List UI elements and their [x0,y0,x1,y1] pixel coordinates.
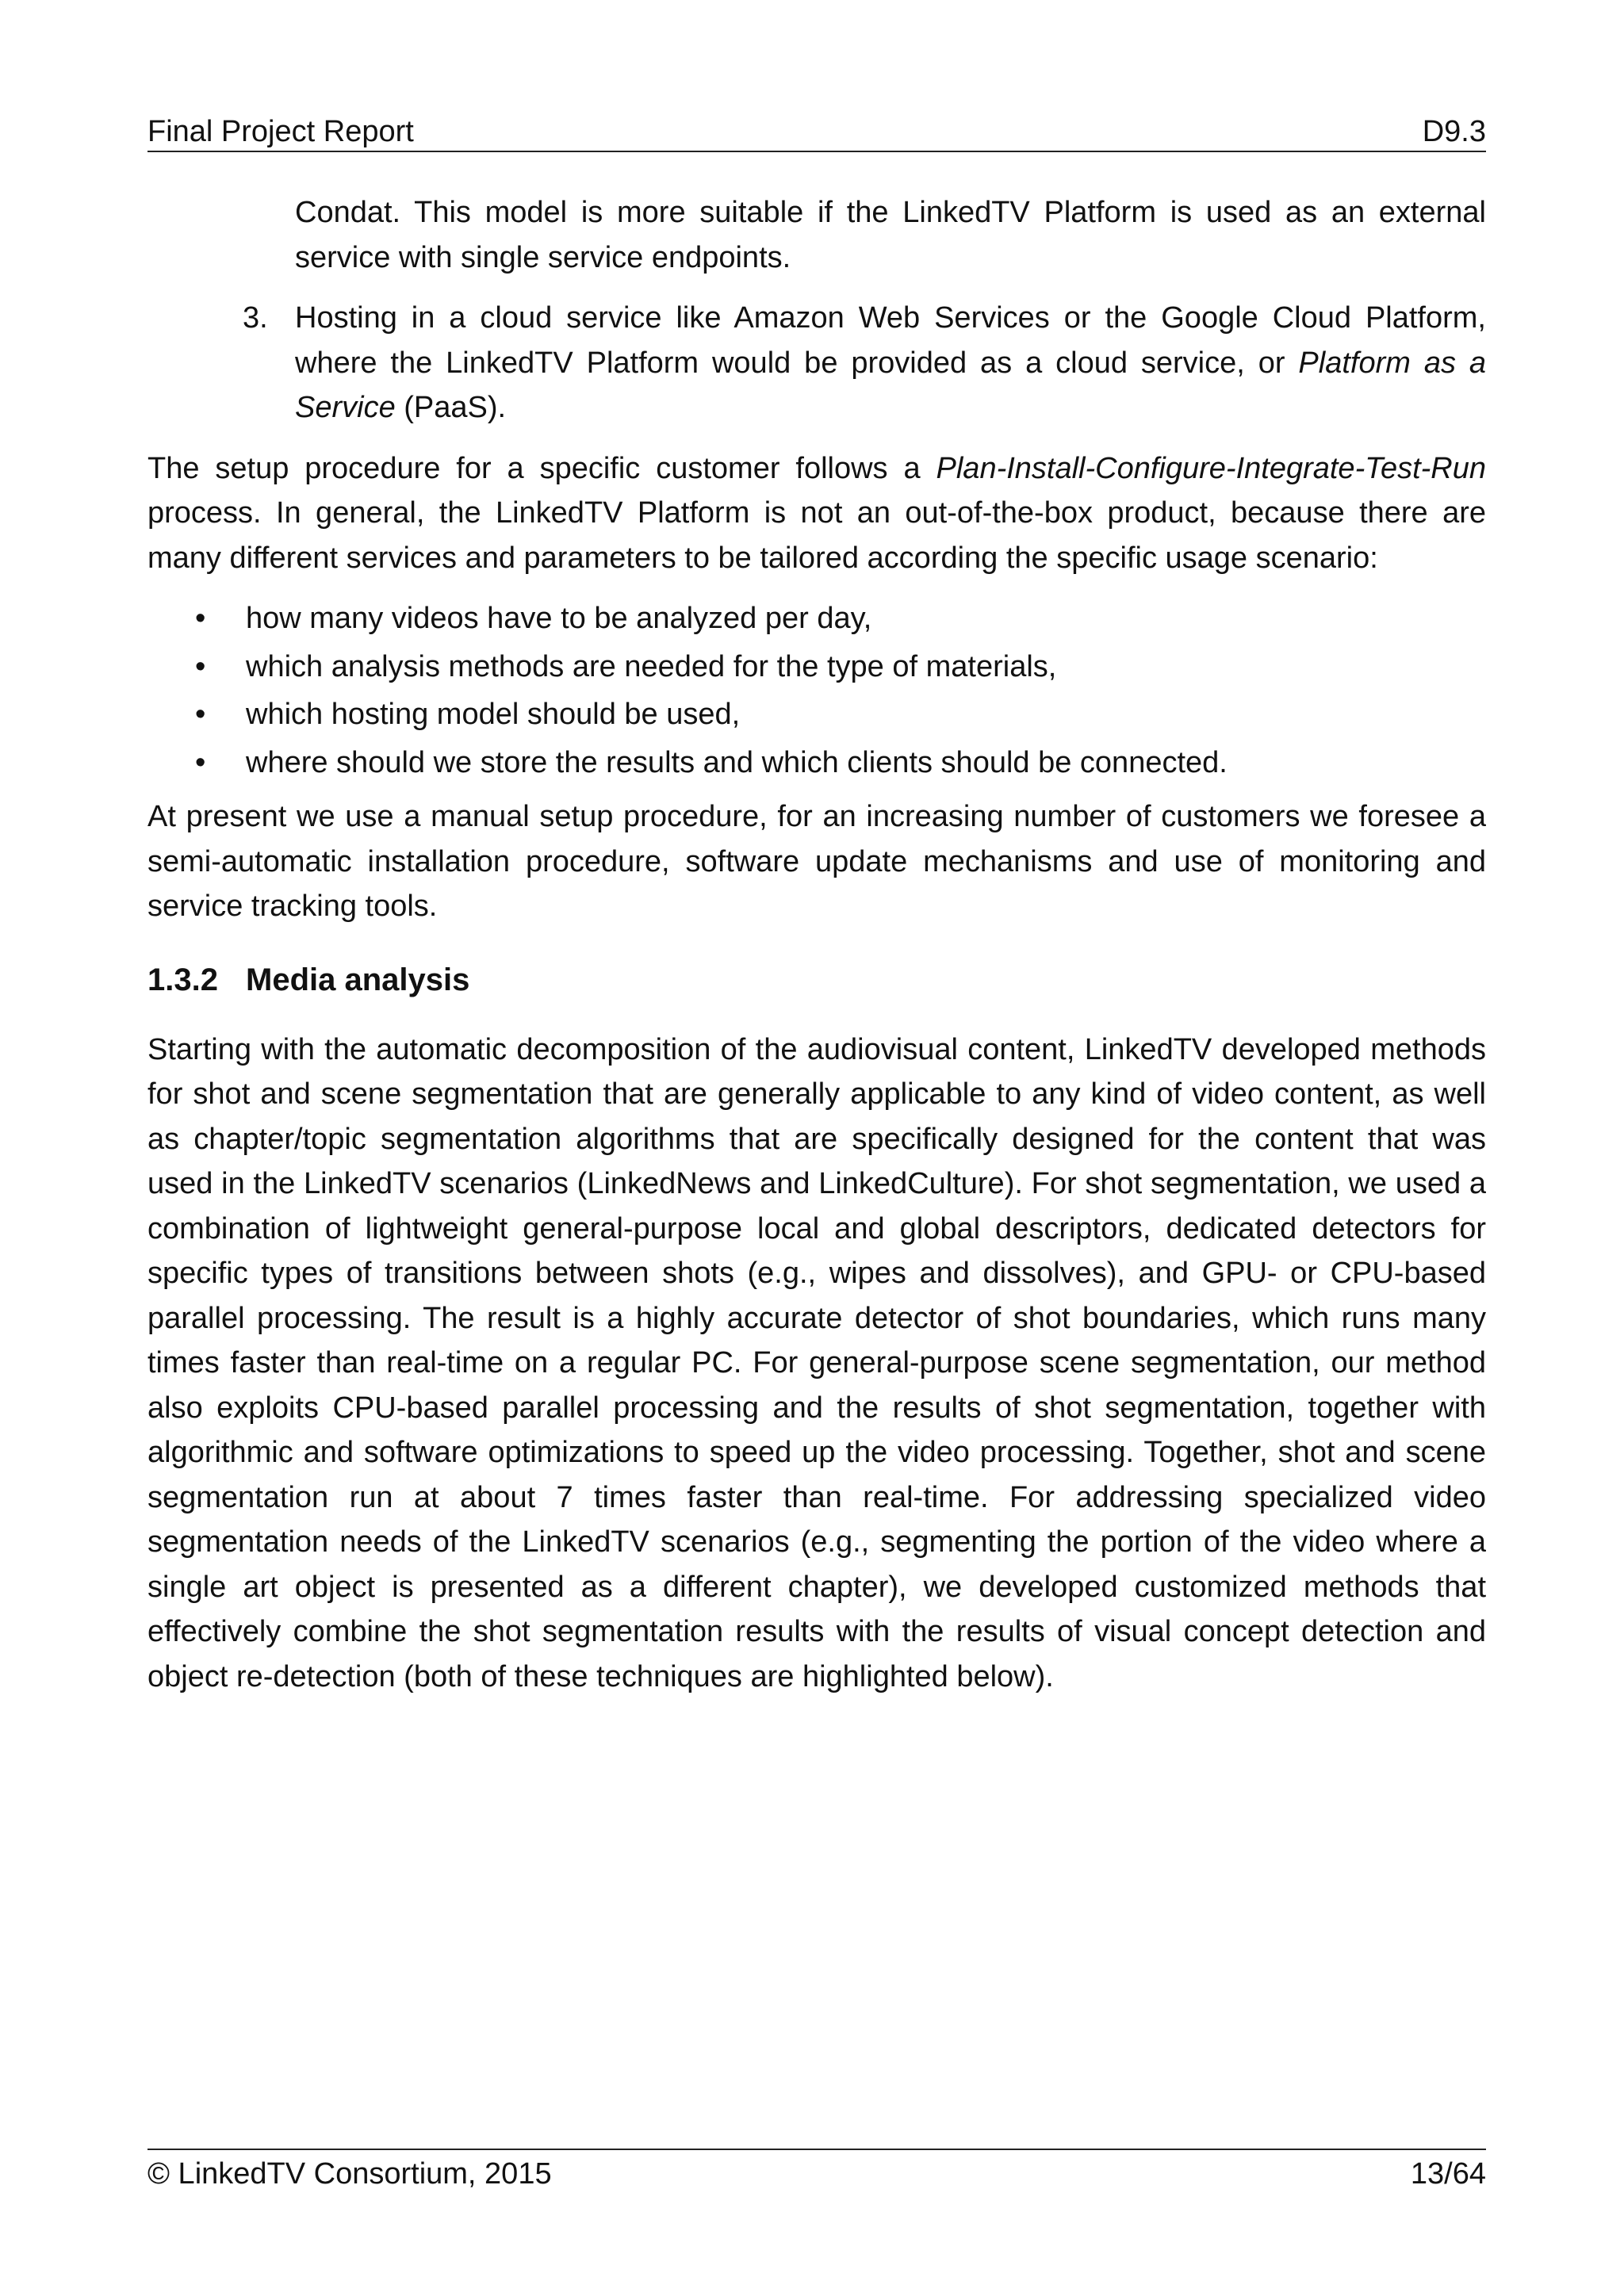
bullet-item [147,645,1486,690]
bullet-item [147,740,1486,786]
section-heading [147,959,1486,1001]
setup-text-end: process. In general, the LinkedTV Platform is not an out-of-the-box product, because there are many different services and parameters to be tailored according the specific usage scenario: [147,496,1486,575]
scenario-bullet-list [147,596,1486,785]
page-header [147,113,1486,152]
report-title: Final Project Report [147,115,414,148]
page-body [147,190,1486,1715]
bullet-text: which hosting model should be used, [246,698,741,731]
document-page [147,0,1486,2296]
present-paragraph: At present we use a manual setup procedure, for an increasing number of customers we foresee a semi-automatic installation procedure, software update mechanisms and use of monitoring and service tracking tools. [147,800,1486,923]
section-number: 1.3.2 [147,962,218,997]
copyright-notice: © LinkedTV Consortium, 2015 [147,2157,552,2191]
bullet-text: how many videos have to be analyzed per day, [246,602,872,635]
media-analysis-paragraph: Starting with the automatic decomposition of the audiovisual content, LinkedTV developed methods for shot and scene segmentation that are generally applicable to any kind of video content, as well as chapter/topic segmentation algorithms that are specifically designed for the content that was used in the LinkedTV scenarios (LinkedNews and LinkedCulture). For shot segmentation, we used a combination of lightweight general-purpose local and global descriptors, dedicated detectors for specific types of transitions between shots (e.g., wipes and dissolves), and GPU- or CPU-based parallel processing. The result is a highly accurate detector of shot boundaries, which runs many times faster than real-time on a regular PC. For general-purpose scene segmentation, our method also exploits CPU-based parallel processing and the results of shot segmentation, together with algorithmic and software optimizations to speed up the video processing. Together, shot and scene segmentation run at about 7 times faster than real-time. For addressing specialized video segmentation needs of the LinkedTV scenarios (e.g., segmenting the portion of the video where a single art object is presented as a different chapter), we developed customized methods that effectively combine the shot segmentation results with the results of visual concept detection and object re-detection (both of these techniques are highlighted below). [147,1032,1486,1693]
numbered-list-item-3 [147,296,1486,430]
list-item-emphasis: Platform as a Service [295,346,1486,424]
setup-paragraph [147,446,1486,581]
bullet-glyph: • [195,745,206,779]
bullet-text: which analysis methods are needed for the type of materials, [246,649,1057,683]
bullet-item [147,596,1486,641]
list-item-text-end: (PaaS). [395,391,507,424]
list-number: 3. [243,301,268,335]
bullet-text: where should we store the results and which clients should be connected. [246,745,1228,779]
bullet-glyph: • [195,698,206,731]
bullet-item [147,692,1486,737]
page-footer [147,2149,1486,2191]
deliverable-id: D9.3 [1422,115,1486,148]
bullet-glyph: • [195,602,206,635]
setup-text: The setup procedure for a specific customer follows a [147,451,936,485]
page-number: 13/64 [1410,2157,1486,2191]
list-item-text: Hosting in a cloud service like Amazon Web Services or the Google Cloud Platform, where the LinkedTV Platform would be provided as a cloud service, or [295,301,1486,380]
list-item-continuation: Condat. This model is more suitable if the LinkedTV Platform is used as an external service with single service endpoints. [295,196,1486,274]
section-title: Media analysis [246,962,470,997]
bullet-glyph: • [195,649,206,683]
setup-process-emphasis: Plan-Install-Configure-Integrate-Test-Run [936,451,1486,485]
